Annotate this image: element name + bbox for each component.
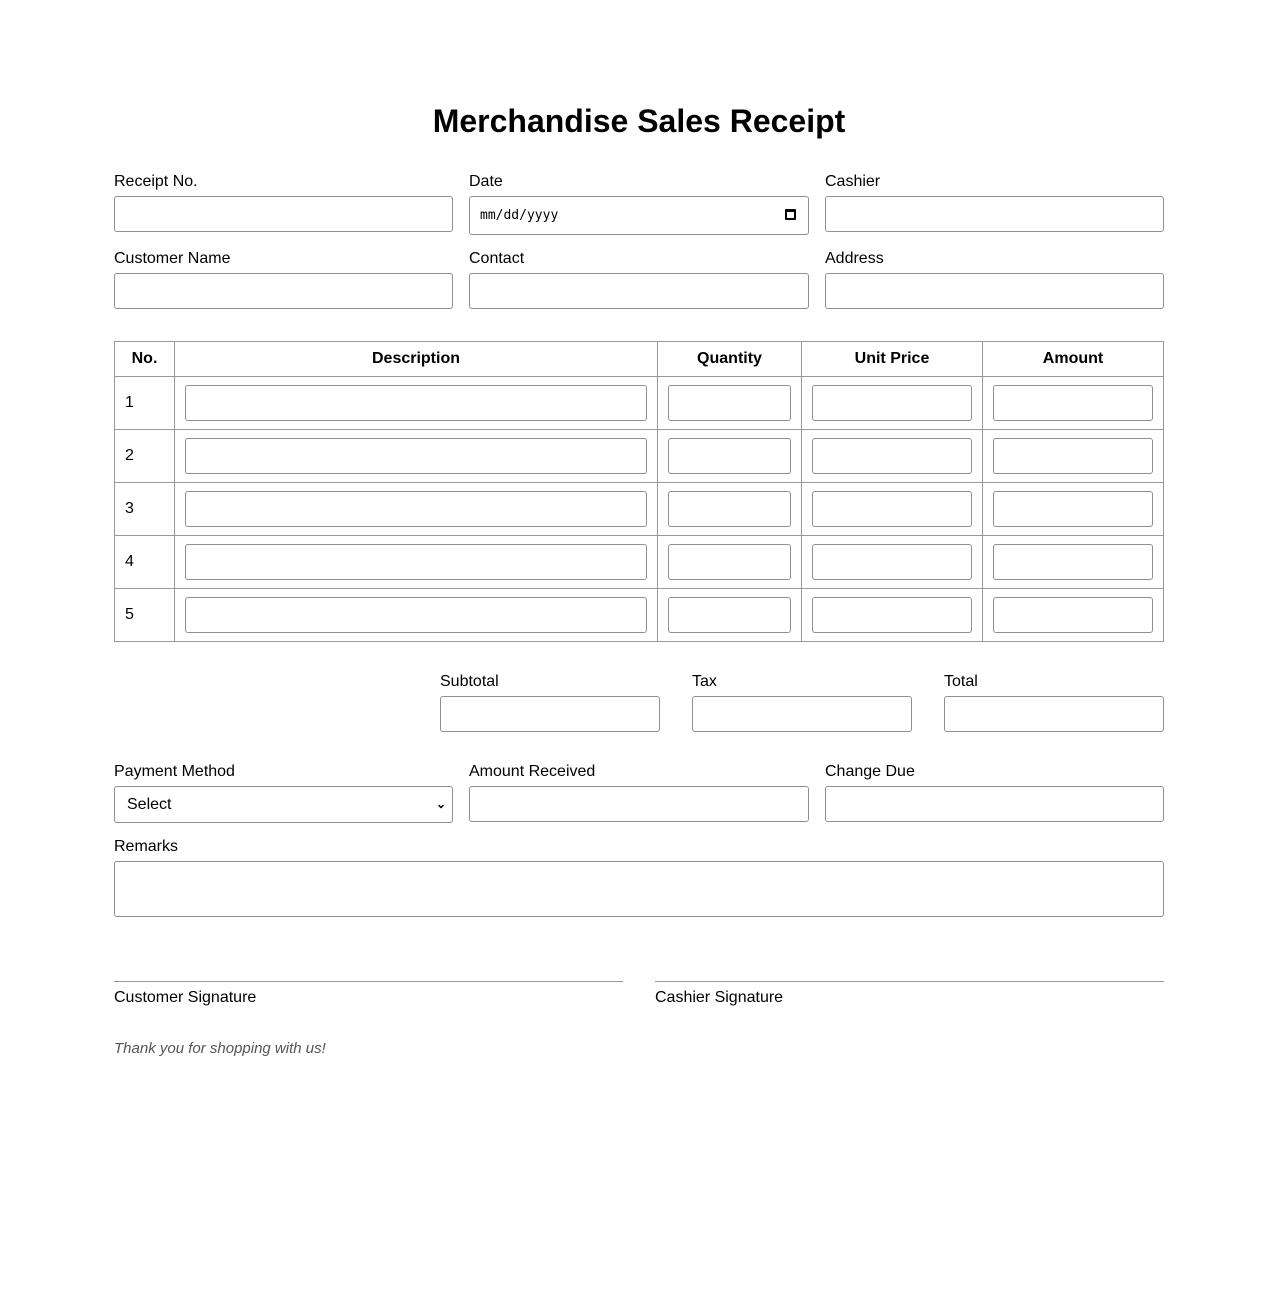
description-cell bbox=[175, 483, 658, 536]
table-row bbox=[115, 536, 1164, 589]
subtotal-label: Subtotal bbox=[440, 673, 499, 690]
unit-price-input[interactable] bbox=[812, 438, 972, 474]
quantity-input[interactable] bbox=[668, 385, 791, 421]
amount-cell bbox=[983, 483, 1164, 536]
subtotal-input[interactable] bbox=[440, 696, 660, 732]
calendar-icon[interactable] bbox=[785, 209, 796, 220]
table-row bbox=[115, 483, 1164, 536]
description-cell bbox=[175, 430, 658, 483]
customer-name-input[interactable] bbox=[114, 273, 453, 309]
amount-cell bbox=[983, 377, 1164, 430]
quantity-cell bbox=[658, 589, 802, 642]
header-no: No. bbox=[115, 342, 175, 377]
table-row bbox=[115, 377, 1164, 430]
description-input[interactable] bbox=[185, 385, 647, 421]
payment-method-select[interactable] bbox=[114, 786, 453, 823]
contact-label: Contact bbox=[469, 250, 525, 267]
page-title: Merchandise Sales Receipt bbox=[432, 103, 846, 139]
customer-signature-line bbox=[114, 981, 623, 982]
unit-price-cell bbox=[802, 536, 983, 589]
amount-input[interactable] bbox=[993, 385, 1153, 421]
tax-label: Tax bbox=[692, 673, 717, 690]
quantity-input[interactable] bbox=[668, 544, 791, 580]
row-number: 2 bbox=[115, 430, 175, 483]
amount-input[interactable] bbox=[993, 544, 1153, 580]
receipt-no-label: Receipt No. bbox=[114, 173, 198, 190]
thank-you-note: Thank you for shopping with us! bbox=[114, 1040, 326, 1057]
unit-price-input[interactable] bbox=[812, 491, 972, 527]
chevron-down-icon: ⌄ bbox=[435, 797, 446, 811]
quantity-input[interactable] bbox=[668, 597, 791, 633]
amount-cell bbox=[983, 536, 1164, 589]
amount-cell bbox=[983, 430, 1164, 483]
description-cell bbox=[175, 536, 658, 589]
date-input[interactable] bbox=[469, 196, 809, 235]
quantity-input[interactable] bbox=[668, 491, 791, 527]
header-description: Description bbox=[175, 342, 658, 377]
description-input[interactable] bbox=[185, 597, 647, 633]
description-input[interactable] bbox=[185, 491, 647, 527]
remarks-textarea[interactable] bbox=[114, 861, 1164, 917]
quantity-input[interactable] bbox=[668, 438, 791, 474]
payment-method-value: Select bbox=[127, 795, 172, 813]
amount-received-input[interactable] bbox=[469, 786, 809, 822]
description-cell bbox=[175, 589, 658, 642]
cashier-input[interactable] bbox=[825, 196, 1164, 232]
row-number: 4 bbox=[115, 536, 175, 589]
change-due-label: Change Due bbox=[825, 763, 915, 780]
total-label: Total bbox=[944, 673, 978, 690]
unit-price-cell bbox=[802, 430, 983, 483]
customer-name-label: Customer Name bbox=[114, 250, 231, 267]
table-row bbox=[115, 430, 1164, 483]
table-row bbox=[115, 589, 1164, 642]
tax-input[interactable] bbox=[692, 696, 912, 732]
quantity-cell bbox=[658, 483, 802, 536]
description-input[interactable] bbox=[185, 438, 647, 474]
header-unit-price: Unit Price bbox=[802, 342, 983, 377]
amount-input[interactable] bbox=[993, 438, 1153, 474]
receipt-no-input[interactable] bbox=[114, 196, 453, 232]
amount-received-label: Amount Received bbox=[469, 763, 596, 780]
amount-cell bbox=[983, 589, 1164, 642]
customer-signature-label: Customer Signature bbox=[114, 989, 257, 1006]
unit-price-input[interactable] bbox=[812, 597, 972, 633]
unit-price-cell bbox=[802, 589, 983, 642]
payment-method-label: Payment Method bbox=[114, 763, 235, 780]
items-table bbox=[114, 341, 1164, 642]
date-placeholder: mm/dd/yyyy bbox=[480, 208, 559, 223]
row-number: 1 bbox=[115, 377, 175, 430]
cashier-label: Cashier bbox=[825, 173, 881, 190]
description-input[interactable] bbox=[185, 544, 647, 580]
change-due-input[interactable] bbox=[825, 786, 1164, 822]
quantity-cell bbox=[658, 430, 802, 483]
amount-input[interactable] bbox=[993, 597, 1153, 633]
unit-price-input[interactable] bbox=[812, 385, 972, 421]
header-quantity: Quantity bbox=[658, 342, 802, 377]
unit-price-input[interactable] bbox=[812, 544, 972, 580]
total-input[interactable] bbox=[944, 696, 1164, 732]
row-number: 3 bbox=[115, 483, 175, 536]
header-amount: Amount bbox=[983, 342, 1164, 377]
description-cell bbox=[175, 377, 658, 430]
cashier-signature-line bbox=[655, 981, 1164, 982]
row-number: 5 bbox=[115, 589, 175, 642]
address-label: Address bbox=[825, 250, 884, 267]
unit-price-cell bbox=[802, 377, 983, 430]
date-label: Date bbox=[469, 173, 503, 190]
remarks-label: Remarks bbox=[114, 838, 179, 855]
quantity-cell bbox=[658, 536, 802, 589]
amount-input[interactable] bbox=[993, 491, 1153, 527]
unit-price-cell bbox=[802, 483, 983, 536]
quantity-cell bbox=[658, 377, 802, 430]
contact-input[interactable] bbox=[469, 273, 809, 309]
address-input[interactable] bbox=[825, 273, 1164, 309]
cashier-signature-label: Cashier Signature bbox=[655, 989, 784, 1006]
